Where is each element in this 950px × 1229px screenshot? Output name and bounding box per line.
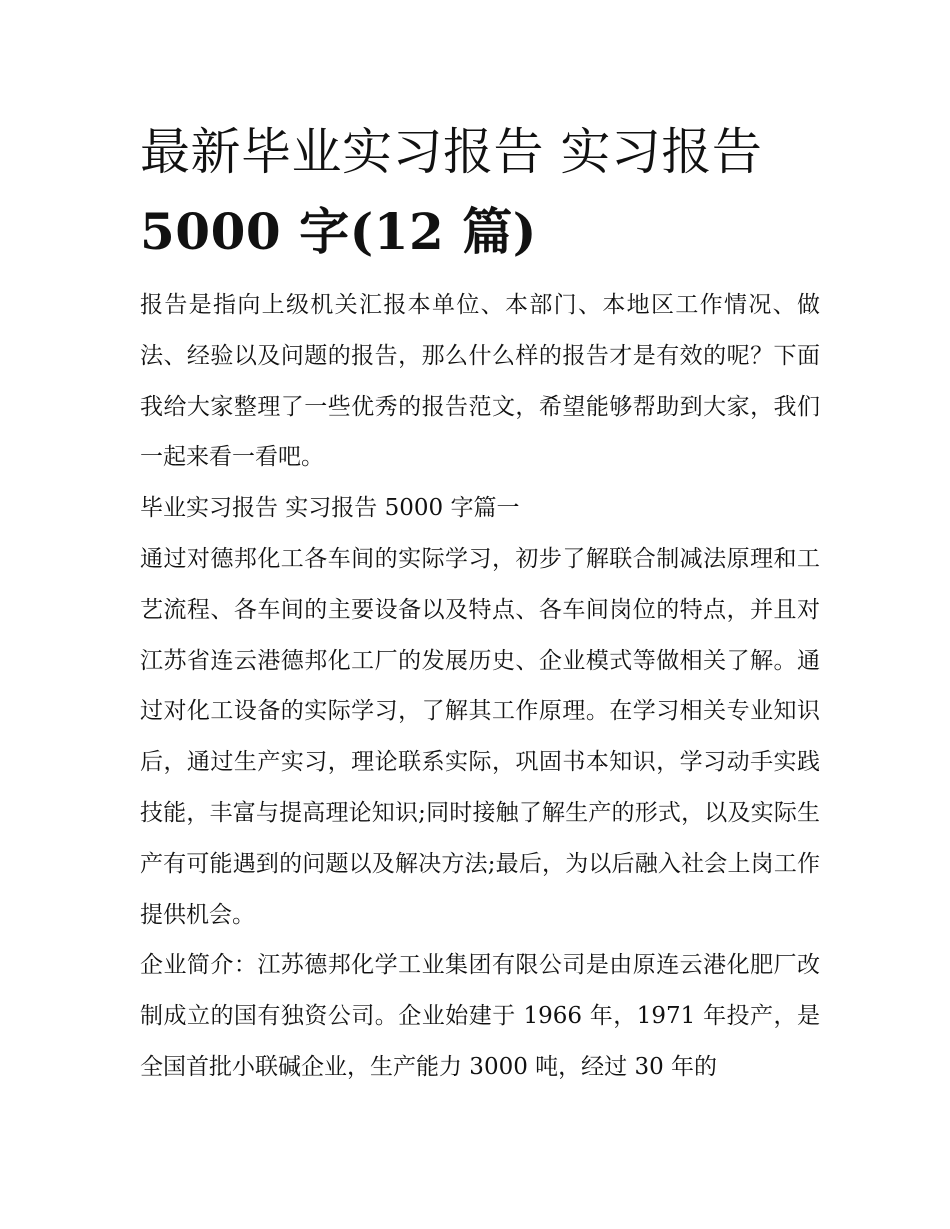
body-paragraph-1: 通过对德邦化工各车间的实际学习，初步了解联合制减法原理和工艺流程、各车间的主要设备以及特点、各车间岗位的特点，并且对江苏省连云港德邦化工厂的发展历史、企业模式等做相关了解。通过对化工设备的实际学习，了解其工作原理。在学习相关专业知识后，通过生产实习，理论联系实际，巩固书本知识，学习动手实践技能，丰富与提高理论知识;同时接触了解生产的形式，以及实际生产有可能遇到的问题以及解决方法;最后，为以后融入社会上岗工作提供机会。 [140, 545, 820, 928]
document-title [140, 112, 820, 272]
title-line-1: 最新毕业实习报告 实习报告 [140, 123, 763, 181]
title-line-2: 5000 字(12 篇) [140, 202, 537, 261]
document-page [140, 112, 820, 1093]
body-paragraph-2: 企业简介：江苏德邦化学工业集团有限公司是由原连云港化肥厂改制成立的国有独资公司。企业始建于 1966 年，1971 年投产，是全国首批小联碱企业，生产能力 3000 吨，经过 30 年的 [140, 952, 820, 1080]
intro-paragraph: 报告是指向上级机关汇报本单位、本部门、本地区工作情况、做法、经验以及问题的报告，那么什么样的报告才是有效的呢？下面我给大家整理了一些优秀的报告范文，希望能够帮助到大家，我们一起来看一看吧。 [140, 292, 820, 471]
section-heading: 毕业实习报告 实习报告 5000 字篇一 [140, 495, 520, 522]
